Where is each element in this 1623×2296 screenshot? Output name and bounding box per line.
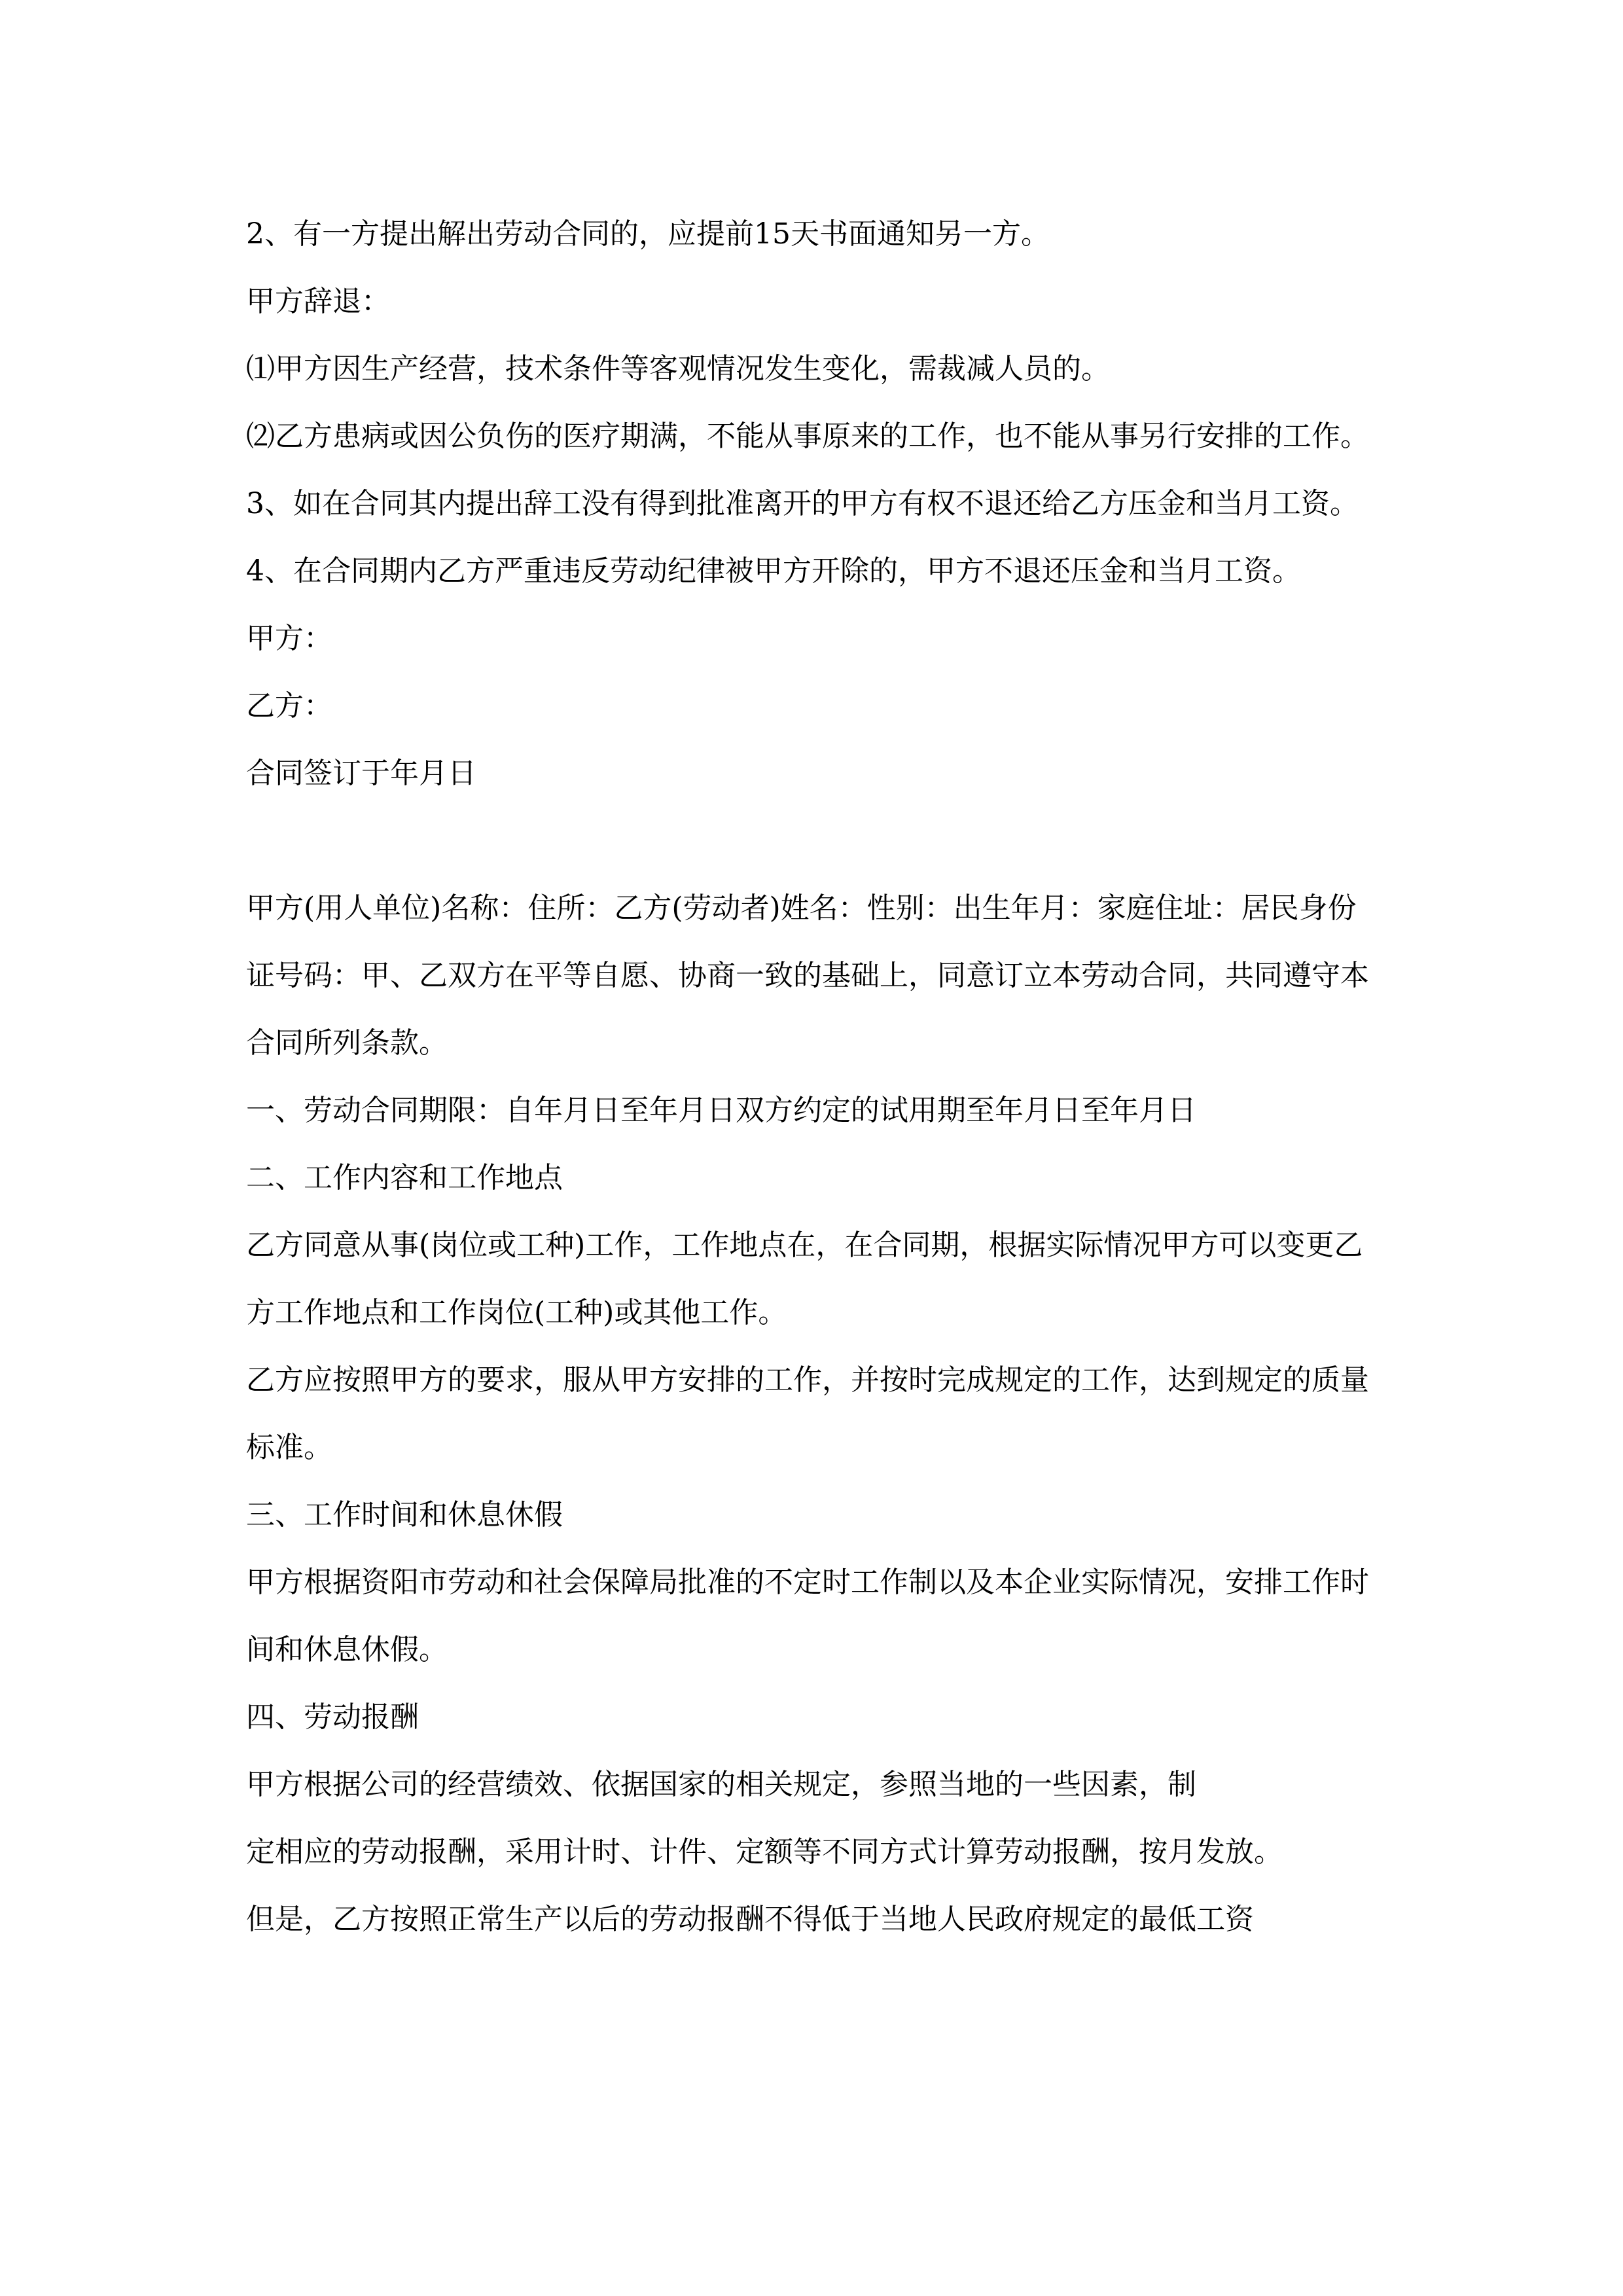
contract-intro: 甲方(用人单位)名称：住所：乙方(劳动者)姓名：性别：出生年月：家庭住址：居民身份证号码：甲、乙双方在平等自愿、协商一致的基础上，同意订立本劳动合同，共同遵守本合同所列条款。 (246, 891, 1369, 1060)
clause-4-expulsion: 4、在合同期内乙方严重违反劳动纪律被甲方开除的，甲方不退还压金和当月工资。 (246, 554, 1301, 588)
heading-remuneration: 四、劳动报酬 (246, 1700, 419, 1734)
work-requirements-paragraph: 乙方应按照甲方的要求，服从甲方安排的工作，并按时完成规定的工作，达到规定的质量标准。 (246, 1363, 1369, 1464)
minimum-wage-paragraph: 但是，乙方按照正常生产以后的劳动报酬不得低于当地人民政府规定的最低工资 (246, 1903, 1254, 1936)
party-a-dismissal-heading: 甲方辞退： (246, 285, 390, 318)
dismissal-item-2: ⑵乙方患病或因公负伤的医疗期满，不能从事原来的工作，也不能从事另行安排的工作。 (246, 420, 1369, 453)
remuneration-line-2: 定相应的劳动报酬，采用计时、计件、定额等不同方式计算劳动报酬，按月发放。 (246, 1835, 1283, 1869)
clause-3-resignation: 3、如在合同其内提出辞工没有得到批准离开的甲方有权不退还给乙方压金和当月工资。 (246, 487, 1359, 520)
heading-work-content: 二、工作内容和工作地点 (246, 1161, 563, 1194)
contract-term: 一、劳动合同期限：自年月日至年月日双方约定的试用期至年月日至年月日 (246, 1094, 1196, 1127)
remuneration-line-1: 甲方根据公司的经营绩效、依据国家的相关规定，参照当地的一些因素，制 (246, 1768, 1196, 1801)
heading-working-hours: 三、工作时间和休息休假 (246, 1498, 563, 1532)
dismissal-item-1: ⑴甲方因生产经营，技术条件等客观情况发生变化，需裁减人员的。 (246, 352, 1110, 386)
section-spacer (246, 807, 1385, 874)
working-hours-paragraph: 甲方根据资阳市劳动和社会保障局批准的不定时工作制以及本企业实际情况，安排工作时间和休息休假。 (246, 1566, 1369, 1666)
signature-party-b: 乙方： (246, 689, 332, 723)
signed-date: 合同签订于年月日 (246, 757, 476, 790)
clause-2-notice: 2、有一方提出解出劳动合同的，应提前15天书面通知另一方。 (246, 217, 1050, 251)
signature-party-a: 甲方： (246, 622, 332, 655)
work-content-paragraph: 乙方同意从事(岗位或工种)工作，工作地点在，在合同期，根据实际情况甲方可以变更乙方工作地点和工作岗位(工种)或其他工作。 (246, 1229, 1363, 1329)
contract-body (246, 200, 1385, 1953)
